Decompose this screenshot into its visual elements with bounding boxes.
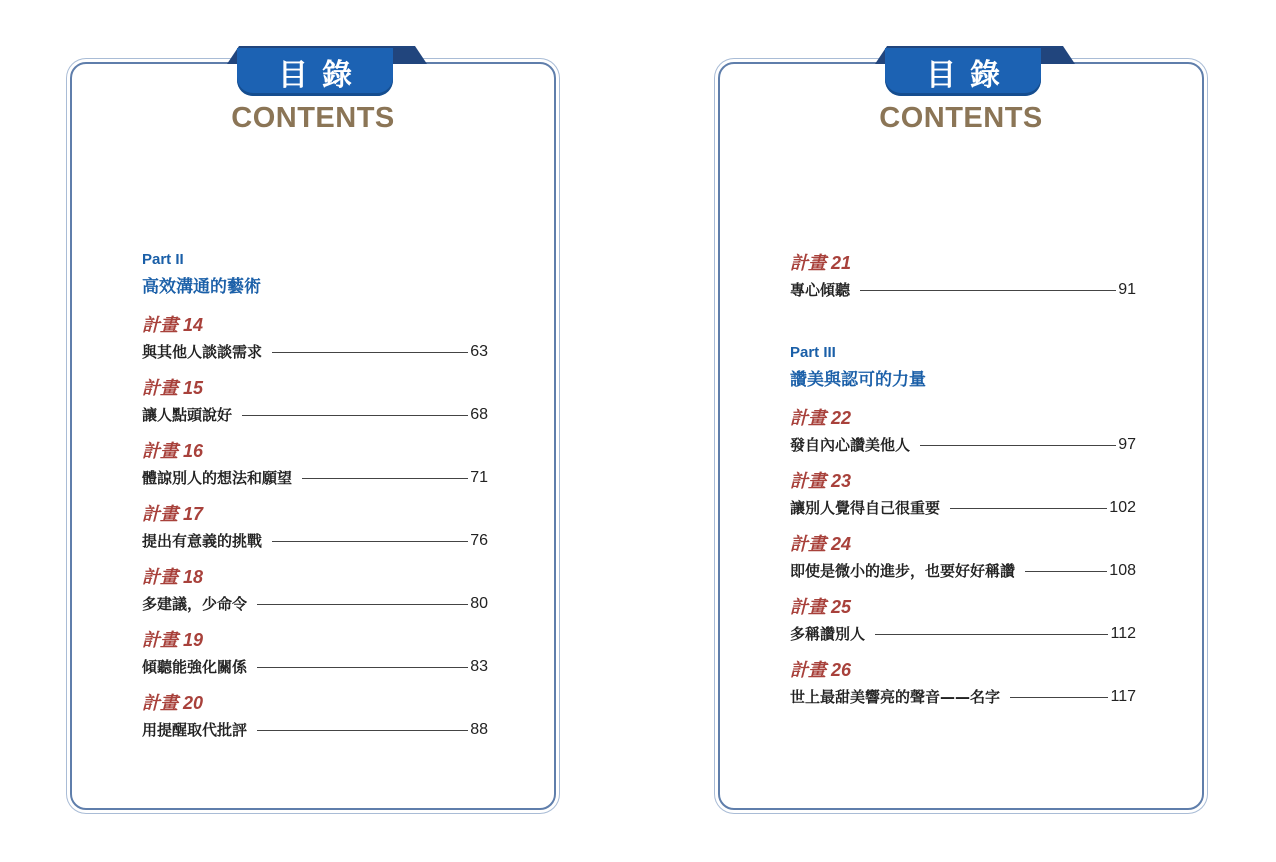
entry-title: 多稱讚別人 — [790, 625, 866, 643]
dot-leader — [257, 667, 468, 668]
toc-entry[interactable] — [790, 468, 1136, 520]
dot-leader — [875, 634, 1108, 635]
toc-entry[interactable] — [142, 690, 488, 742]
entry-title: 與其他人談談需求 — [142, 343, 263, 361]
plan-label: 計畫 15 — [142, 378, 204, 398]
entry-title: 傾聽能強化關係 — [142, 658, 248, 676]
toc-entry[interactable] — [142, 564, 488, 616]
page-number: 108 — [1109, 561, 1136, 579]
plan-label: 計畫 20 — [142, 693, 204, 713]
toc-entry[interactable] — [142, 438, 488, 490]
plan-label: 計畫 22 — [790, 408, 852, 428]
dot-leader — [272, 352, 468, 353]
dot-leader — [950, 508, 1107, 509]
dot-leader — [257, 604, 468, 605]
dot-leader — [242, 415, 468, 416]
dot-leader — [272, 541, 468, 542]
part-label: Part III — [790, 344, 836, 361]
toc-page-left — [70, 58, 556, 810]
plan-label: 計畫 25 — [790, 597, 852, 617]
part-title: 高效溝通的藝術 — [142, 277, 261, 297]
toc-entry[interactable] — [790, 657, 1136, 709]
toc-entry[interactable] — [790, 594, 1136, 646]
plan-label: 計畫 16 — [142, 441, 204, 461]
header-tab — [237, 48, 393, 96]
plan-label: 計畫 24 — [790, 534, 852, 554]
entry-title: 即使是微小的進步，也要好好稱讚 — [790, 562, 1016, 580]
page-number: 80 — [470, 594, 488, 612]
toc-title-en: CONTENTS — [879, 102, 1043, 134]
dot-leader — [860, 290, 1116, 291]
toc-list — [142, 250, 488, 753]
plan-label: 計畫 26 — [790, 660, 852, 680]
plan-label: 計畫 18 — [142, 567, 204, 587]
toc-entry[interactable] — [790, 405, 1136, 457]
dot-leader — [1025, 571, 1107, 572]
plan-label: 計畫 17 — [142, 504, 204, 524]
header-tab — [885, 48, 1041, 96]
dot-leader — [302, 478, 468, 479]
page-number: 88 — [470, 720, 488, 738]
toc-list — [790, 250, 1136, 720]
part-title: 讚美與認可的力量 — [790, 370, 926, 390]
toc-entry[interactable] — [142, 375, 488, 427]
toc-title-cn: 目錄 — [926, 58, 1014, 93]
dot-leader — [1010, 697, 1108, 698]
toc-title-cn: 目錄 — [278, 58, 366, 93]
plan-label: 計畫 23 — [790, 471, 852, 491]
page-number: 63 — [470, 342, 488, 360]
entry-title: 多建議，少命令 — [142, 595, 248, 613]
toc-entry[interactable] — [790, 250, 1136, 302]
page-number: 71 — [470, 468, 488, 486]
page-number: 112 — [1110, 624, 1136, 642]
toc-title-en: CONTENTS — [231, 102, 395, 134]
entry-title: 用提醒取代批評 — [142, 721, 248, 739]
page-number: 68 — [470, 405, 488, 423]
entry-title: 發自內心讚美他人 — [790, 436, 911, 454]
plan-label: 計畫 21 — [790, 253, 852, 273]
entry-title: 專心傾聽 — [790, 281, 851, 299]
entry-title: 世上最甜美響亮的聲音——名字 — [790, 688, 1001, 706]
entry-title: 體諒別人的想法和願望 — [142, 469, 293, 487]
dot-leader — [920, 445, 1116, 446]
entry-title: 讓別人覺得自己很重要 — [790, 499, 941, 517]
dot-leader — [257, 730, 468, 731]
entry-title: 提出有意義的挑戰 — [142, 532, 263, 550]
plan-label: 計畫 19 — [142, 630, 204, 650]
toc-page-right — [718, 58, 1204, 810]
toc-entry[interactable] — [790, 531, 1136, 583]
toc-entry[interactable] — [142, 501, 488, 553]
plan-label: 計畫 14 — [142, 315, 204, 335]
part-label: Part II — [142, 251, 184, 268]
toc-entry[interactable] — [142, 312, 488, 364]
page-number: 76 — [470, 531, 488, 549]
page-number: 91 — [1118, 280, 1136, 298]
page-number: 83 — [470, 657, 488, 675]
page-number: 117 — [1110, 687, 1136, 705]
toc-entry[interactable] — [142, 627, 488, 679]
page-number: 97 — [1118, 435, 1136, 453]
entry-title: 讓人點頭說好 — [142, 406, 233, 424]
page-number: 102 — [1109, 498, 1136, 516]
section-gap — [790, 313, 1136, 343]
